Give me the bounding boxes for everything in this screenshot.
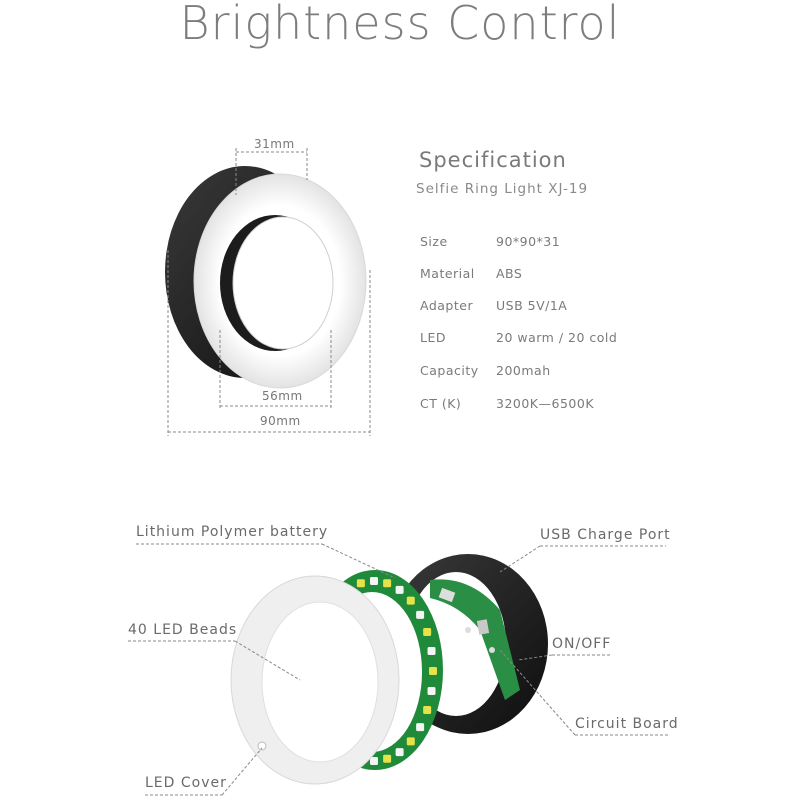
led-bead <box>370 757 378 765</box>
led-bead <box>416 723 424 731</box>
dimension-inner-diameter: 56mm <box>262 389 303 403</box>
page-title: Brightness Control <box>179 0 621 50</box>
led-bead <box>423 628 431 636</box>
led-bead <box>428 647 436 655</box>
spec-value-capacity: 200mah <box>496 363 551 378</box>
callout-led-cover: LED Cover <box>145 775 227 791</box>
spec-label-capacity: Capacity <box>420 363 479 378</box>
spec-label-led: LED <box>420 330 446 345</box>
led-bead <box>357 579 365 587</box>
led-bead <box>370 577 378 585</box>
led-bead <box>396 586 404 594</box>
spec-value-material: ABS <box>496 266 523 281</box>
led-bead <box>423 706 431 714</box>
spec-value-ct: 3200K—6500K <box>496 396 595 411</box>
dimension-outer-diameter: 90mm <box>260 414 301 428</box>
led-bead <box>428 687 436 695</box>
spec-value-led: 20 warm / 20 cold <box>496 330 618 345</box>
led-bead <box>429 667 437 675</box>
led-bead <box>383 579 391 587</box>
spec-heading: Specification <box>419 148 567 172</box>
spec-value-size: 90*90*31 <box>496 234 561 249</box>
led-bead <box>396 748 404 756</box>
led-bead <box>383 755 391 763</box>
spec-label-ct: CT (K) <box>420 396 462 411</box>
spec-subtitle: Selfie Ring Light XJ-19 <box>416 181 589 197</box>
spec-label-material: Material <box>420 266 475 281</box>
callout-on-off: ON/OFF <box>552 636 612 652</box>
led-bead <box>407 737 415 745</box>
dimension-depth: 31mm <box>254 137 295 151</box>
callout-battery: Lithium Polymer battery <box>136 524 329 540</box>
callout-usb-port: USB Charge Port <box>540 527 671 543</box>
exploded-view <box>231 554 548 784</box>
spec-value-adapter: USB 5V/1A <box>496 298 568 313</box>
led-bead <box>407 597 415 605</box>
callout-circuit-board: Circuit Board <box>575 716 679 732</box>
ring-light-product <box>165 166 366 388</box>
led-bead <box>416 611 424 619</box>
callout-led-beads: 40 LED Beads <box>128 622 238 638</box>
spec-label-size: Size <box>420 234 448 249</box>
spec-label-adapter: Adapter <box>420 298 474 313</box>
